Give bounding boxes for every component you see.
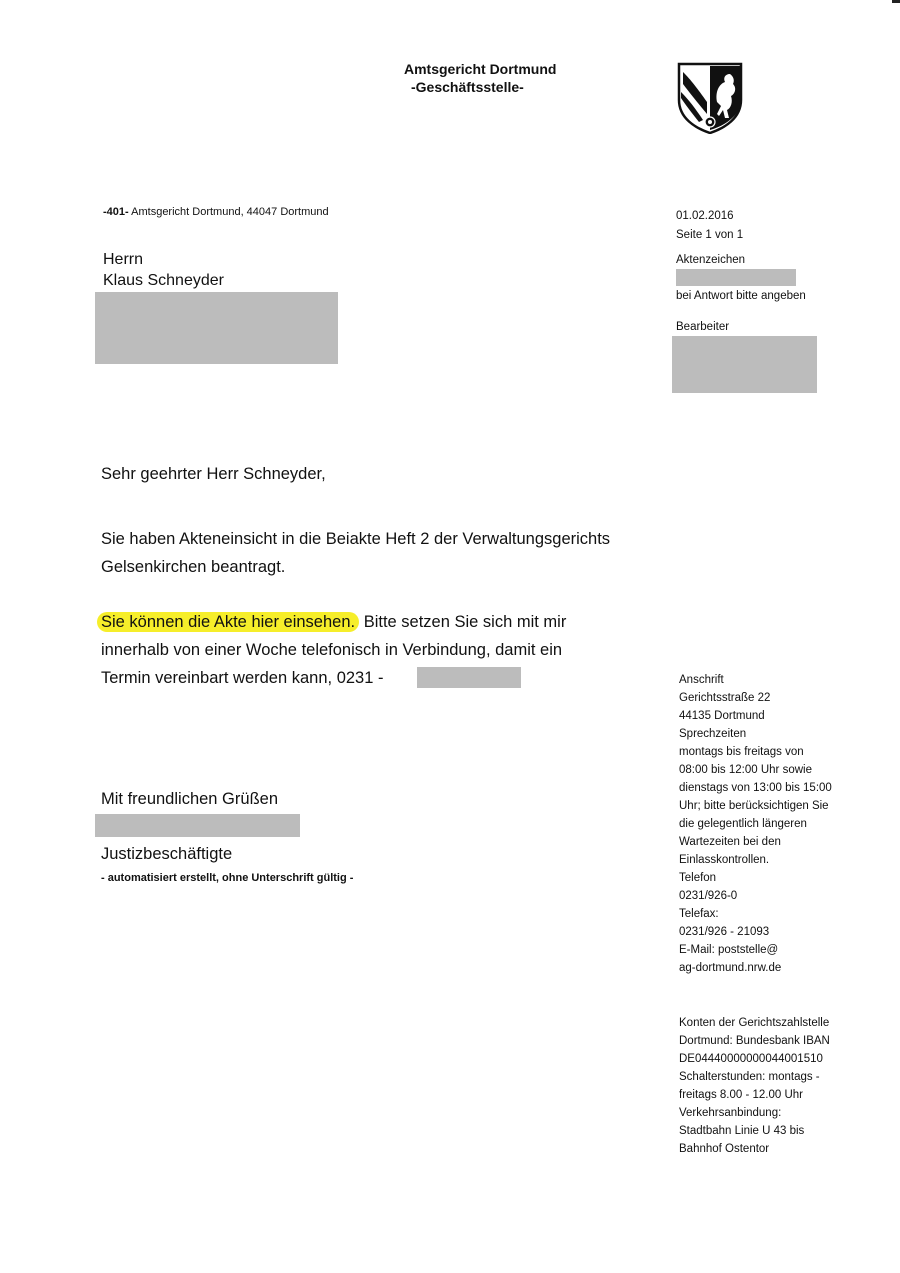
corner-mark (892, 0, 900, 3)
redacted-recipient-address (95, 292, 338, 364)
redacted-aktenzeichen (676, 269, 796, 286)
paragraph-2-line-3: Termin vereinbart werden kann, 0231 - (101, 669, 384, 687)
paragraph-2-line-2: innerhalb von einer Woche telefonisch in Verbindung, damit ein (101, 641, 563, 659)
bearbeiter-label: Bearbeiter (676, 321, 730, 333)
sender-address: Amtsgericht Dortmund, 44047 Dortmund (131, 206, 329, 218)
role-title: Justizbeschäftigte (101, 845, 233, 863)
nrw-coat-of-arms-icon (677, 62, 743, 134)
contact-line: Telefax: (679, 908, 719, 920)
contact-line: die gelegentlich längeren (679, 818, 807, 830)
auto-generated-note: - automatisiert erstellt, ohne Unterschrift gültig - (101, 872, 354, 884)
paragraph-1-line-1: Sie haben Akteneinsicht in die Beiakte Heft 2 der Verwaltungsgerichts (101, 530, 611, 548)
contact-line: 08:00 bis 12:00 Uhr sowie (679, 764, 812, 776)
contact-line: Anschrift (679, 674, 724, 686)
bank-line: DE04440000000044001510 (679, 1053, 823, 1065)
contact-line: Telefon (679, 872, 717, 884)
court-subtitle: -Geschäftsstelle- (411, 79, 524, 95)
redacted-signature-name (95, 814, 300, 837)
highlighted-sentence: Sie können die Akte hier einsehen. (97, 612, 359, 632)
contact-line: 0231/926 - 21093 (679, 926, 770, 938)
contact-line: Wartezeiten bei den (679, 836, 781, 848)
paragraph-2-line-1 (101, 608, 566, 636)
letter-greeting: Sehr geehrter Herr Schneyder, (101, 465, 326, 483)
recipient-name: Klaus Schneyder (103, 272, 224, 289)
contact-line: 44135 Dortmund (679, 710, 765, 722)
redacted-bearbeiter (672, 336, 817, 393)
redacted-phone-extension (417, 667, 521, 688)
contact-line: dienstags von 13:00 bis 15:00 (679, 782, 832, 794)
contact-line: Uhr; bitte berücksichtigen Sie (679, 800, 829, 812)
contact-line: Gerichtsstraße 22 (679, 692, 771, 704)
bank-info-block (679, 1014, 830, 1158)
bank-line: Dortmund: Bundesbank IBAN (679, 1035, 830, 1047)
paragraph-1-line-2: Gelsenkirchen beantragt. (101, 558, 286, 576)
contact-info-block (679, 671, 832, 977)
contact-line: Sprechzeiten (679, 728, 747, 740)
contact-line: ag-dortmund.nrw.de (679, 962, 782, 974)
closing: Mit freundlichen Grüßen (101, 790, 278, 808)
aktenzeichen-note: bei Antwort bitte angeben (676, 290, 806, 302)
contact-line: 0231/926-0 (679, 890, 738, 902)
bank-line: Schalterstunden: montags - (679, 1071, 820, 1083)
bank-line: Stadtbahn Linie U 43 bis (679, 1125, 805, 1137)
recipient-salutation: Herrn (103, 251, 144, 268)
bank-line: Verkehrsanbindung: (679, 1107, 782, 1119)
paragraph-2-line-1-rest: Bitte setzen Sie sich mit mir (359, 613, 567, 631)
bank-line: Konten der Gerichtszahlstelle (679, 1017, 830, 1029)
sender-line (103, 206, 329, 218)
bank-line: Bahnhof Ostentor (679, 1143, 770, 1155)
contact-line: E-Mail: poststelle@ (679, 944, 779, 956)
bank-line: freitags 8.00 - 12.00 Uhr (679, 1089, 804, 1101)
court-name: Amtsgericht Dortmund (404, 61, 557, 77)
page-count: Seite 1 von 1 (676, 229, 744, 241)
sender-code: -401- (103, 206, 129, 218)
contact-line: Einlasskontrollen. (679, 854, 770, 866)
contact-line: montags bis freitags von (679, 746, 804, 758)
letter-date: 01.02.2016 (676, 210, 734, 222)
aktenzeichen-label: Aktenzeichen (676, 254, 746, 266)
